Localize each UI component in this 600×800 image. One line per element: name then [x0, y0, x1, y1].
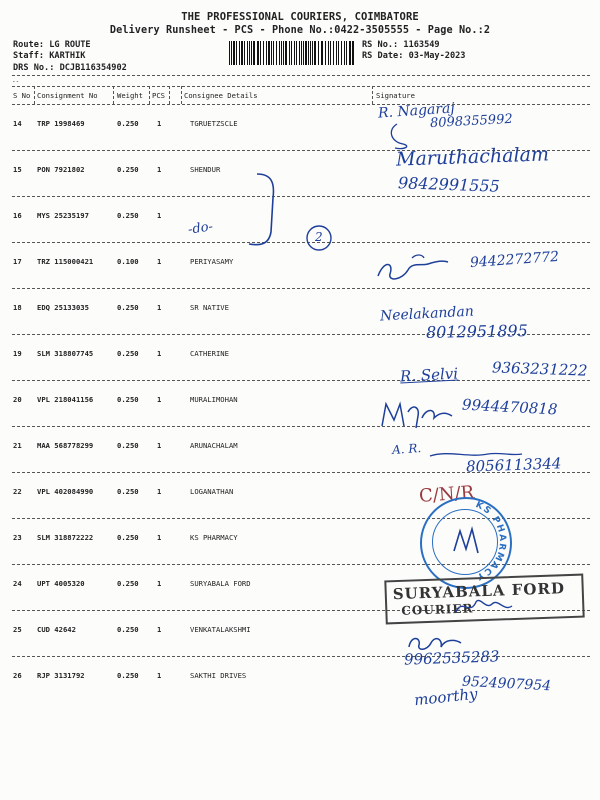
row-weight: 0.250 [117, 579, 139, 588]
row-weight: 0.100 [117, 257, 139, 266]
signature-scribble [372, 252, 452, 288]
drs-label: DRS No.: DCJB116354902 [13, 63, 127, 73]
handwritten-signature: Neelakandan [379, 303, 475, 325]
handwritten-phone: 9842991555 [397, 173, 501, 196]
row-consignment-no: PON 7921802 [37, 165, 85, 174]
col-separator [34, 86, 35, 104]
handwritten-signature: Maruthachalam [395, 143, 550, 171]
row-consignee: LOGANATHAN [190, 487, 234, 496]
row-sno: 17 [13, 257, 22, 266]
row-weight: 0.250 [117, 671, 139, 680]
rs-date-label: RS Date: 03-May-2023 [362, 51, 466, 61]
handwritten-phone: 8056113344 [465, 454, 562, 476]
col-header-signature: Signature [376, 91, 415, 100]
row-pcs: 1 [157, 671, 162, 680]
row-consignee: PERIYASAMY [190, 257, 234, 266]
row-pcs: 1 [157, 211, 162, 220]
document-title: THE PROFESSIONAL COURIERS, COIMBATORE [181, 11, 419, 23]
row-consignee: SAKTHI DRIVES [190, 671, 247, 680]
row-consignee: CATHERINE [190, 349, 229, 358]
col-separator [149, 86, 150, 104]
row-consignment-no: UPT 4005320 [37, 579, 85, 588]
row-sno: 22 [13, 487, 22, 496]
row-divider [12, 656, 590, 657]
row-weight: 0.250 [117, 395, 139, 404]
handwritten-signature: A. R. [391, 441, 422, 457]
row-pcs: 1 [157, 257, 162, 266]
row-pcs: 1 [157, 349, 162, 358]
col-separator [169, 86, 170, 104]
stamp-line-1: SURYABALA FORD [392, 579, 566, 604]
col-header-sno: S No [13, 91, 31, 100]
row-consignee: VENKATALAKSHMI [190, 625, 251, 634]
signature-scribble [378, 398, 456, 434]
row-consignment-no: SLM 318807745 [37, 349, 94, 358]
row-consignment-no: VPL 218041156 [37, 395, 94, 404]
signature-scribble [452, 592, 522, 622]
rs-no-label: RS No.: 1163549 [362, 40, 440, 50]
row-consignee: ARUNACHALAM [190, 441, 238, 450]
bracket-mark [235, 168, 335, 258]
row-sno: 18 [13, 303, 22, 312]
col-header-consignment: Consignment No [37, 91, 98, 100]
row-consignee: SR NATIVE [190, 303, 229, 312]
pharmacy-stamp-text [420, 497, 508, 585]
handwritten-phone: 9944470818 [461, 395, 558, 419]
row-sno: 25 [13, 625, 22, 634]
handwritten-signature: moorthy [413, 684, 479, 710]
handwritten-count: 2 [315, 230, 323, 244]
row-consignment-no: CUD 42642 [37, 625, 76, 634]
row-pcs: 1 [157, 625, 162, 634]
col-separator [372, 86, 373, 104]
row-sno: 19 [13, 349, 22, 358]
row-consignment-no: SLM 318872222 [37, 533, 94, 542]
handwritten-phone: 9363231222 [491, 358, 588, 380]
divider-mark: -- [12, 78, 20, 85]
row-weight: 0.250 [117, 487, 139, 496]
row-consignee: SURYABALA FORD [190, 579, 251, 588]
document-subtitle: Delivery Runsheet - PCS - Phone No.:0422-3505555 - Page No.:2 [109, 25, 491, 36]
row-consignment-no: EDQ 25133035 [37, 303, 89, 312]
row-weight: 0.250 [117, 625, 139, 634]
row-sno: 14 [13, 119, 22, 128]
row-weight: 0.250 [117, 349, 139, 358]
handwritten-cnr: C/N/R [418, 482, 475, 507]
row-consignment-no: MAA 568778299 [37, 441, 94, 450]
row-consignee: TGRUETZSCLE [190, 119, 238, 128]
row-weight: 0.250 [117, 211, 139, 220]
row-pcs: 1 [157, 441, 162, 450]
row-consignment-no: MYS 25235197 [37, 211, 89, 220]
row-consignee: KS PHARMACY [190, 533, 238, 542]
divider [12, 75, 590, 76]
row-sno: 21 [13, 441, 22, 450]
row-pcs: 1 [157, 165, 162, 174]
col-header-weight: Weight [117, 91, 143, 100]
handwritten-phone: 8012951895 [425, 321, 528, 342]
staff-label: Staff: KARTHIK [13, 51, 86, 61]
handwritten-phone: 9524907954 [461, 673, 552, 695]
row-pcs: 1 [157, 303, 162, 312]
handwritten-ditto: -do- [187, 219, 214, 238]
handwritten-phone: 9442272772 [469, 248, 560, 272]
route-label: Route: LG ROUTE [13, 40, 91, 50]
row-consignment-no: TRZ 115000421 [37, 257, 94, 266]
row-weight: 0.250 [117, 533, 139, 542]
row-weight: 0.250 [117, 119, 139, 128]
row-weight: 0.250 [117, 165, 139, 174]
row-consignee: SHENDUR [190, 165, 221, 174]
stamp-line-2: COURIER [401, 601, 474, 618]
col-separator [113, 86, 114, 104]
row-divider [12, 426, 590, 427]
svg-text:KS PHARMACY: KS PHARMACY [473, 500, 508, 582]
row-sno: 26 [13, 671, 22, 680]
row-sno: 20 [13, 395, 22, 404]
row-sno: 15 [13, 165, 22, 174]
row-weight: 0.250 [117, 303, 139, 312]
row-pcs: 1 [157, 395, 162, 404]
row-consignee: MURALIMOHAN [190, 395, 238, 404]
row-pcs: 1 [157, 119, 162, 128]
handwritten-signature: R. Nagaraj [377, 100, 456, 122]
row-divider [12, 380, 590, 381]
handwritten-phone: 8098355992 [429, 111, 514, 132]
handwritten-signature: R. Selvi [399, 364, 459, 386]
col-header-consignee: Consignee Details [184, 91, 258, 100]
col-separator [181, 86, 182, 104]
row-pcs: 1 [157, 487, 162, 496]
divider [12, 86, 590, 87]
row-consignment-no: TRP 1998469 [37, 119, 85, 128]
col-header-pcs: PCS [152, 91, 165, 100]
row-divider [12, 288, 590, 289]
row-pcs: 1 [157, 579, 162, 588]
divider [12, 104, 590, 105]
row-sno: 23 [13, 533, 22, 542]
row-consignment-no: RJP 3131792 [37, 671, 85, 680]
row-consignment-no: VPL 402084990 [37, 487, 94, 496]
row-sno: 16 [13, 211, 22, 220]
handwritten-phone: 9962535283 [403, 647, 500, 669]
row-sno: 24 [13, 579, 22, 588]
row-pcs: 1 [157, 533, 162, 542]
row-weight: 0.250 [117, 441, 139, 450]
barcode [229, 41, 357, 65]
